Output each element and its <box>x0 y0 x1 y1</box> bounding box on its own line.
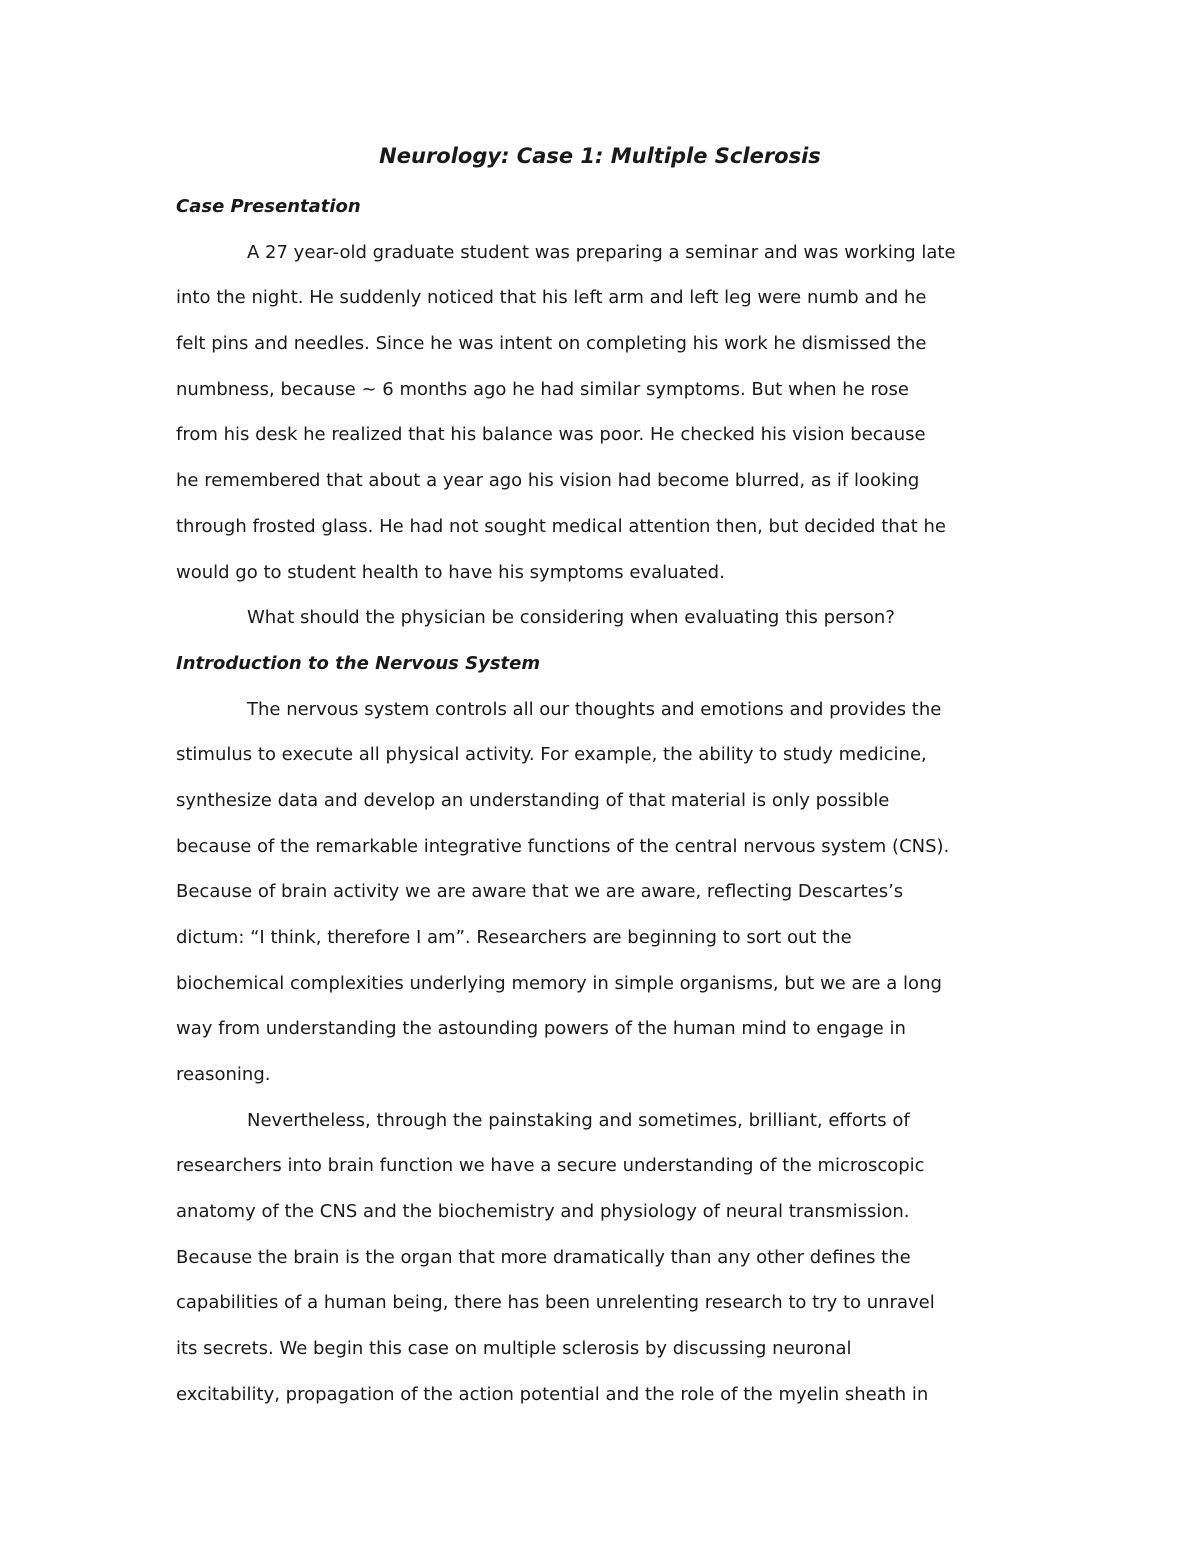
paragraph-line: Because of brain activity we are aware that we are aware, reflecting Descartes’s <box>176 881 904 902</box>
paragraph-line: would go to student health to have his symptoms evaluated. <box>176 562 725 583</box>
paragraph-line: he remembered that about a year ago his vision had become blurred, as if looking <box>176 470 920 491</box>
paragraph-line: way from understanding the astounding powers of the human mind to engage in <box>176 1018 906 1039</box>
paragraph-line: into the night. He suddenly noticed that his left arm and left leg were numb and he <box>176 287 927 308</box>
paragraph-line: its secrets. We begin this case on multiple sclerosis by discussing neuronal <box>176 1338 852 1359</box>
paragraph-line: from his desk he realized that his balance was poor. He checked his vision because <box>176 424 926 445</box>
paragraph-line: anatomy of the CNS and the biochemistry and physiology of neural transmission. <box>176 1201 910 1222</box>
section-heading-introduction: Introduction to the Nervous System <box>176 653 541 674</box>
paragraph-line: through frosted glass. He had not sought medical attention then, but decided that he <box>176 516 946 537</box>
paragraph-line: stimulus to execute all physical activity. For example, the ability to study medicine, <box>176 744 927 765</box>
paragraph-line: What should the physician be considering when evaluating this person? <box>247 607 895 628</box>
paragraph-line: Nevertheless, through the painstaking and sometimes, brilliant, efforts of <box>247 1110 910 1131</box>
section-heading-case-presentation: Case Presentation <box>176 196 361 217</box>
paragraph-line: synthesize data and develop an understanding of that material is only possible <box>176 790 890 811</box>
paragraph-line: researchers into brain function we have a secure understanding of the microscopic <box>176 1155 925 1176</box>
paragraph-line: felt pins and needles. Since he was intent on completing his work he dismissed the <box>176 333 927 354</box>
paragraph-line: A 27 year-old graduate student was preparing a seminar and was working late <box>247 242 956 263</box>
paragraph-line: Because the brain is the organ that more dramatically than any other defines the <box>176 1247 911 1268</box>
paragraph-line: capabilities of a human being, there has been unrelenting research to try to unravel <box>176 1292 935 1313</box>
paragraph-line: The nervous system controls all our thoughts and emotions and provides the <box>247 699 942 720</box>
paragraph-line: because of the remarkable integrative functions of the central nervous system (CNS). <box>176 836 950 857</box>
paragraph-line: dictum: “I think, therefore I am”. Researchers are beginning to sort out the <box>176 927 852 948</box>
paragraph-line: biochemical complexities underlying memory in simple organisms, but we are a long <box>176 973 942 994</box>
paragraph-line: numbness, because ~ 6 months ago he had similar symptoms. But when he rose <box>176 379 909 400</box>
document-title: Neurology: Case 1: Multiple Sclerosis <box>379 144 821 168</box>
paragraph-line: excitability, propagation of the action potential and the role of the myelin sheath in <box>176 1384 929 1405</box>
paragraph-line: reasoning. <box>176 1064 271 1085</box>
